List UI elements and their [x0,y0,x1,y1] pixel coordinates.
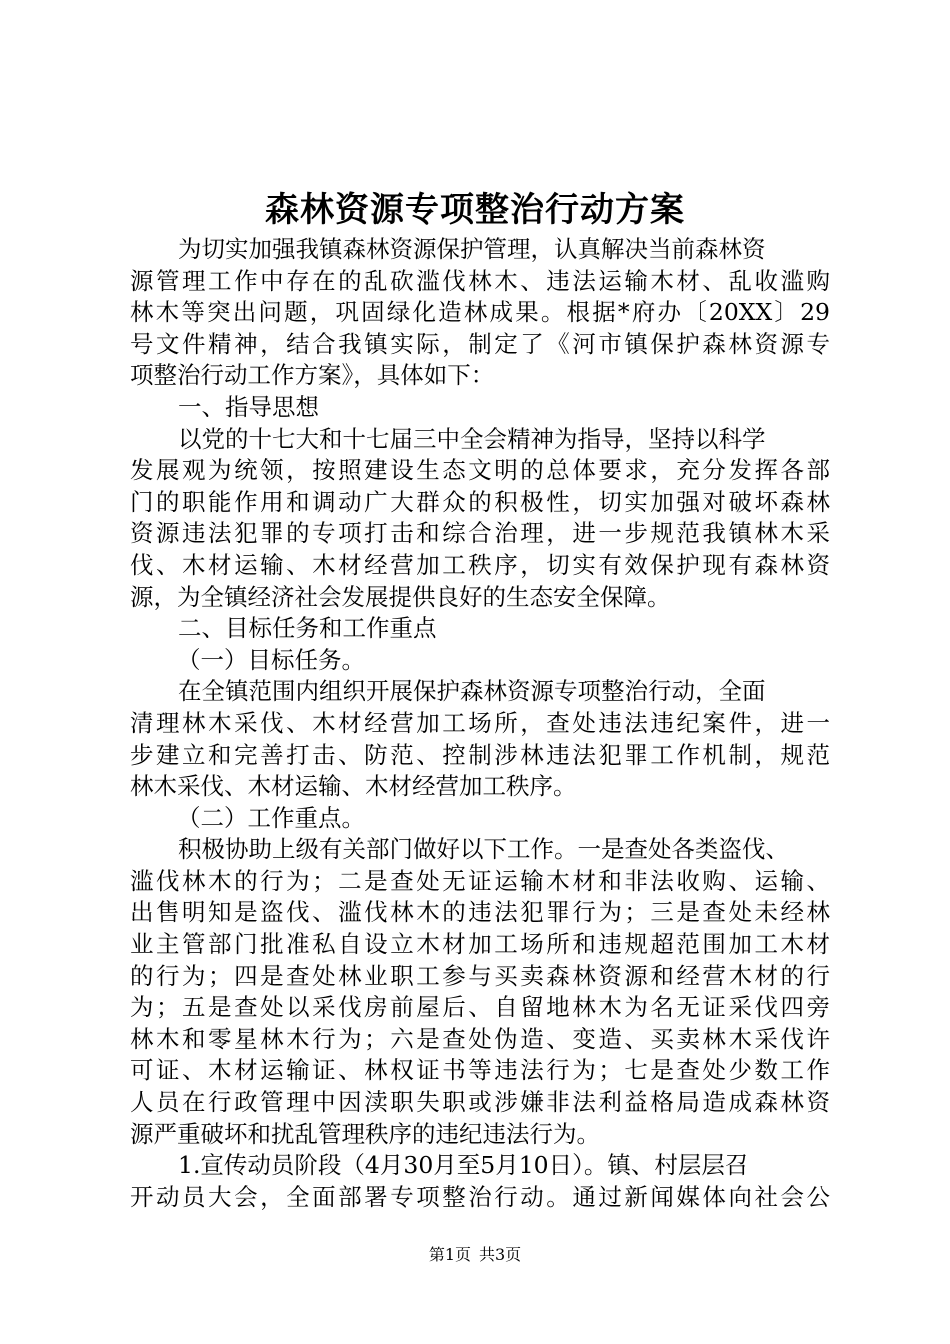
body-line: 门的职能作用和调动广大群众的积极性，切实加强对破坏森林 [130,487,830,516]
body-line: 源，为全镇经济社会发展提供良好的生态安全保障。 [130,582,671,611]
body-line: 的行为；四是查处林业职工参与买卖森林资源和经营木材的行 [130,961,830,990]
body-line: 发展观为统领，按照建设生态文明的总体要求，充分发挥各部 [130,456,830,485]
body-line: 1.宣传动员阶段（4月30月至5月10日）。镇、村层层召 [178,1151,749,1180]
body-line: 清理林木采伐、木材经营加工场所，查处违法违纪案件，进一 [130,708,830,737]
body-line: 滥伐林木的行为；二是查处无证运输木材和非法收购、运输、 [130,866,830,895]
body-line: 源严重破坏和扰乱管理秩序的违纪违法行为。 [130,1119,600,1148]
page-number: 第1页 [428,1245,471,1264]
page-total: 共3页 [479,1245,522,1264]
body-line: 出售明知是盗伐、滥伐林木的违法犯罪行为；三是查处未经林 [130,898,830,927]
body-line: 可证、木材运输证、林权证书等违法行为；七是查处少数工作 [130,1056,830,1085]
subsection-heading: （二）工作重点。 [177,803,365,832]
body-line: 资源违法犯罪的专项打击和综合治理，进一步规范我镇林木采 [130,519,830,548]
body-line: 以党的十七大和十七届三中全会精神为指导，坚持以科学 [178,424,766,453]
body-line: 积极协助上级有关部门做好以下工作。一是查处各类盗伐、 [178,835,789,864]
body-line: 林木和零星林木行为；六是查处伪造、变造、买卖林木采伐许 [130,1024,830,1053]
body-line: 项整治行动工作方案》，具体如下： [130,361,495,390]
body-line: 为；五是查处以采伐房前屋后、自留地林木为名无证采伐四旁 [130,993,830,1022]
section-heading: 一、指导思想 [178,392,319,421]
body-line: 为切实加强我镇森林资源保护管理，认真解决当前森林资 [178,235,766,263]
body-line: 林木等突出问题，巩固绿化造林成果。根据*府办〔20XX〕29 [130,298,830,327]
body-line: 业主管部门批准私自设立木材加工场所和违规超范围加工木材 [130,930,830,959]
body-line: 号文件精神，结合我镇实际，制定了《河市镇保护森林资源专 [130,329,830,358]
document-body [130,234,830,1213]
document-title: 森林资源专项整治行动方案 [265,190,685,230]
page-footer [0,1244,950,1266]
subsection-heading: （一）目标任务。 [177,645,365,674]
body-line: 源管理工作中存在的乱砍滥伐林木、违法运输木材、乱收滥购 [130,266,830,295]
body-line: 在全镇范围内组织开展保护森林资源专项整治行动，全面 [178,677,766,706]
body-line: 林木采伐、木材运输、木材经营加工秩序。 [130,772,577,801]
body-line: 步建立和完善打击、防范、控制涉林违法犯罪工作机制，规范 [130,740,830,769]
body-line: 开动员大会，全面部署专项整治行动。通过新闻媒体向社会公 [130,1182,830,1211]
section-heading: 二、目标任务和工作重点 [178,614,437,643]
body-line: 人员在行政管理中因渎职失职或涉嫌非法利益格局造成森林资 [130,1088,830,1117]
body-line: 伐、木材运输、木材经营加工秩序，切实有效保护现有森林资 [130,550,830,579]
